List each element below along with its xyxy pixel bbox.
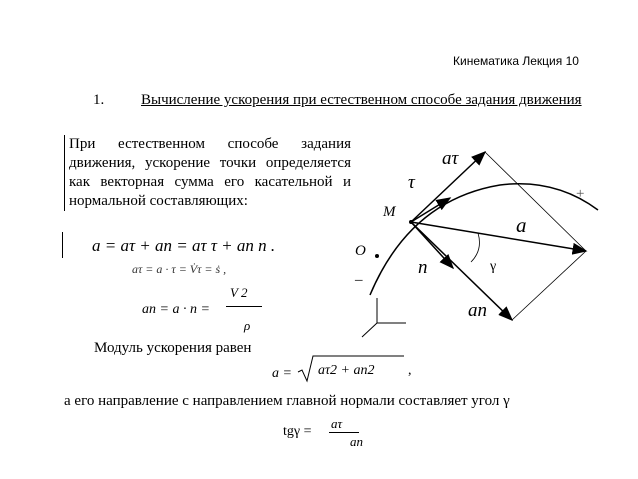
tangential-formula: aτ = a · τ = V̇τ = ṡ ,	[132, 262, 227, 276]
gamma-arc	[471, 233, 479, 262]
modulus-lhs: a =	[272, 366, 292, 381]
tan-formula-lhs: tgγ =	[283, 424, 312, 439]
tan-formula-numerator: aτ	[331, 416, 343, 431]
label-n: n	[418, 257, 428, 278]
modulus-text: Модуль ускорения равен	[94, 340, 252, 356]
label-minus: –	[355, 272, 363, 288]
normal-formula-lhs: an = a · n =	[142, 302, 210, 317]
normal-formula-numerator: V 2	[230, 285, 248, 300]
modulus-trail: ,	[408, 363, 412, 378]
label-a-tau: aτ	[442, 148, 459, 169]
vector-sum-formula: a = aτ + an = aτ τ + an n .	[92, 236, 276, 255]
label-plus: +	[576, 186, 585, 202]
tan-formula-denominator: an	[350, 434, 363, 449]
modulus-radicand: aτ2 + an2	[318, 363, 375, 378]
tan-fraction-line	[329, 432, 359, 433]
trajectory-curve	[370, 184, 598, 295]
direction-text: а его направление с направлением главной нормали составляет угол γ	[64, 393, 510, 409]
normal-formula-denominator: ρ	[244, 318, 251, 333]
origin-point	[375, 254, 379, 258]
label-gamma: γ	[490, 259, 497, 274]
section-title: Вычисление ускорения при естественном способе задания движения	[141, 92, 582, 108]
section-number: 1.	[93, 92, 105, 108]
lecture-header: Кинематика Лекция 10	[453, 54, 579, 68]
tau-vector	[411, 198, 450, 222]
intro-paragraph: При естественном способе задания движения, ускорение точки определяется как векторная сумма его касательной и нормальной составляющих:	[64, 135, 351, 211]
label-tau: τ	[408, 172, 415, 193]
label-a-n: an	[468, 300, 487, 321]
fraction-line	[226, 306, 262, 307]
label-m: M	[383, 204, 396, 220]
label-a: a	[516, 213, 527, 237]
margin-bar	[62, 232, 63, 258]
axis-diagonal	[362, 323, 377, 337]
acceleration-diagram	[350, 130, 638, 340]
parallelogram-bottom	[512, 251, 586, 320]
label-o: O	[355, 243, 366, 259]
